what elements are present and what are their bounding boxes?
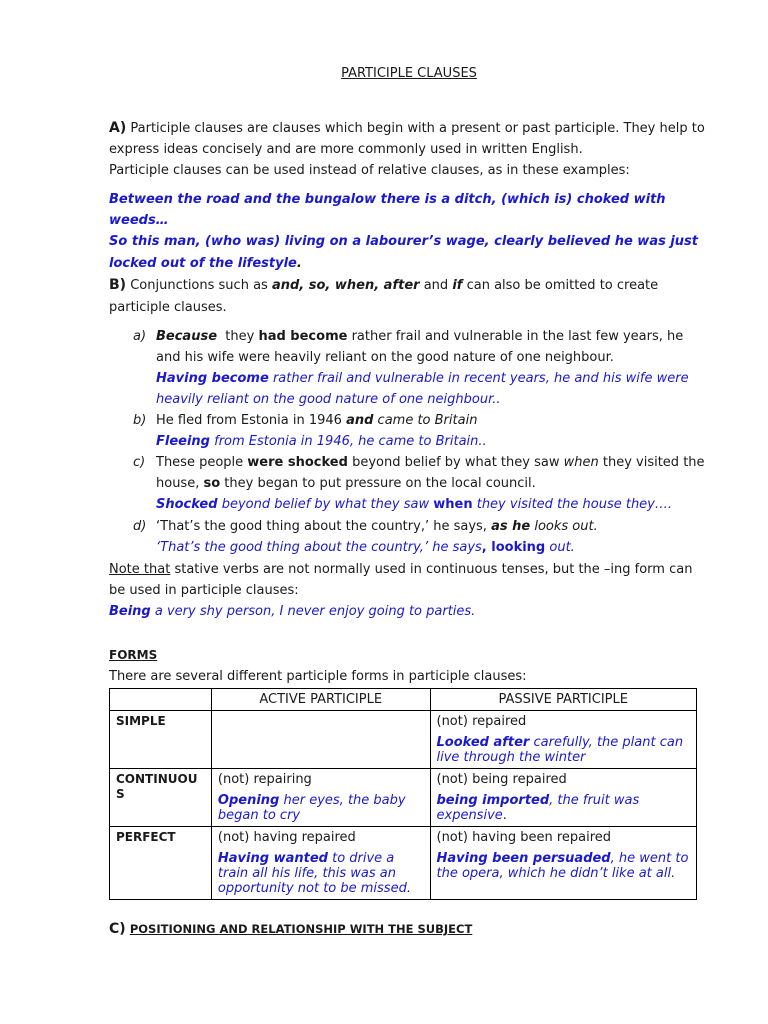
text-segment: ‘That’s the good thing about the country,’ he says,	[156, 519, 487, 534]
section-a-text-1: Participle clauses are clauses which begin with a present or past participle. They help to	[130, 121, 705, 136]
participle-having-become: Having become	[156, 371, 269, 386]
table-row-continuous	[110, 769, 697, 827]
example-rest: carefully, the plant can live through the winter	[436, 735, 684, 765]
example-2-text: locked out of the lifestyle	[109, 256, 297, 271]
form-example	[218, 851, 424, 896]
form-text: (not) having been repaired	[436, 830, 612, 845]
text-segment: ‘That’s the good thing about the country,’ he says	[156, 540, 482, 555]
form-example	[437, 735, 691, 765]
list-item-a	[133, 326, 709, 410]
table-header-passive: PASSIVE PARTICIPLE	[430, 689, 697, 711]
row-label: CONTINUOUS	[110, 769, 212, 827]
note-example	[109, 601, 709, 622]
forms-intro: There are several different participle forms in participle clauses:	[109, 669, 527, 684]
list-marker: b)	[133, 413, 147, 428]
form-example	[437, 793, 691, 823]
example-rest: to drive a train all his life, this was an opportunity not to be missed.	[217, 851, 411, 896]
section-b-intro-2: can also be omitted to create	[466, 278, 659, 293]
text-segment: These people	[156, 455, 244, 470]
form-text: (not) having repaired	[217, 830, 356, 845]
cell-passive	[430, 711, 697, 769]
note-line-1	[109, 559, 709, 580]
table-header-empty	[110, 689, 212, 711]
form-text: (not) repaired	[436, 714, 527, 729]
section-b-line-2: participle clauses.	[109, 300, 227, 315]
row-label: SIMPLE	[110, 711, 212, 769]
example-rest: , the fruit was expensive	[436, 793, 640, 823]
participle-shocked: Shocked	[156, 497, 218, 512]
table-header-active: ACTIVE PARTICIPLE	[211, 689, 430, 711]
cell-active	[211, 827, 430, 900]
participle-fleeing: Fleeing	[156, 434, 210, 449]
cell-active	[211, 769, 430, 827]
example-2-period: .	[296, 256, 302, 271]
list-item-b-example	[156, 431, 709, 452]
cell-passive	[430, 769, 697, 827]
example-period: .	[502, 808, 507, 823]
list-item-b	[133, 410, 709, 452]
row-label: PERFECT	[110, 827, 212, 900]
list-marker: a)	[133, 329, 147, 344]
list-item-c-line-2	[156, 473, 709, 494]
participle-forms-table	[109, 688, 697, 900]
text-segment: came to Britain	[377, 413, 478, 428]
conjunction-when: when	[433, 497, 473, 512]
list-item-a-line-1	[156, 326, 709, 347]
note-label: Note that	[109, 562, 171, 577]
note-line-2: be used in participle clauses:	[109, 583, 299, 598]
form-text: (not) repairing	[217, 772, 312, 787]
section-b-line-1	[109, 275, 709, 296]
text-segment: they visited the house they….	[476, 497, 673, 512]
section-c-heading: POSITIONING AND RELATIONSHIP WITH THE SUBJECT	[129, 922, 473, 936]
text-segment: out.	[549, 540, 575, 555]
section-b-intro-1: Conjunctions such as	[130, 278, 268, 293]
text-segment: looks out.	[534, 519, 598, 534]
section-c-line	[109, 919, 709, 940]
list-item-a-example-1	[156, 368, 709, 389]
text-segment: from Estonia in 1946, he came to Britain..	[214, 434, 487, 449]
forms-heading: FORMS	[109, 648, 158, 662]
list-item-c-line-1	[156, 452, 709, 473]
page-title: PARTICIPLE CLAUSES	[341, 66, 477, 81]
table-row-perfect	[110, 827, 697, 900]
list-item-a-line-2: and his wife were heavily reliant on the good nature of one neighbour.	[156, 350, 614, 365]
section-a-line-2: express ideas concisely and are more commonly used in written English.	[109, 142, 583, 157]
example-participle: being imported	[436, 793, 550, 808]
list-item-c	[133, 452, 709, 515]
example-2-line-1: So this man, (who was) living on a labourer’s wage, clearly believed he was just	[109, 234, 699, 249]
verb-had-become: had become	[258, 329, 348, 344]
form-text: (not) being repaired	[436, 772, 567, 787]
table-row-simple	[110, 711, 697, 769]
verb-were-shocked: were shocked	[247, 455, 348, 470]
example-participle: Having wanted	[217, 851, 328, 866]
list-item-a-example-2: heavily reliant on the good nature of one neighbour..	[156, 392, 501, 407]
cell-active	[211, 711, 430, 769]
note-text-1: stative verbs are not normally used in continuous tenses, but the –ing form can	[174, 562, 693, 577]
conjunction-because: Because	[156, 329, 218, 344]
example-participle: Opening	[217, 793, 280, 808]
conjunction-as-he: as he	[491, 519, 531, 534]
text-segment: they visited the	[602, 455, 705, 470]
list-item-d	[133, 516, 709, 558]
participle-looking: , looking	[481, 540, 546, 555]
conjunction-when: when	[563, 455, 599, 470]
list-item-d-example	[156, 537, 709, 558]
conjunction-so: so	[203, 476, 221, 491]
text-segment: they	[225, 329, 255, 344]
note-example-text: a very shy person, I never enjoy going to parties.	[154, 604, 476, 619]
example-participle: Looked after	[436, 735, 530, 750]
section-b-if: if	[452, 278, 463, 293]
list-marker: d)	[133, 519, 147, 534]
example-1-line-2: weeds…	[109, 213, 169, 228]
example-rest: her eyes, the baby began to cry	[217, 793, 406, 823]
section-b-letter: B)	[109, 277, 127, 293]
example-1-line-1: Between the road and the bungalow there is a ditch, (which is) choked with	[109, 192, 666, 207]
cell-passive	[430, 827, 697, 900]
list-marker: c)	[133, 455, 146, 470]
form-example	[437, 851, 691, 881]
list-item-d-line-1	[156, 516, 709, 537]
list-item-b-line-1	[156, 410, 709, 431]
text-segment: He fled from Estonia in 1946	[156, 413, 342, 428]
text-segment: beyond belief by what they saw	[221, 497, 430, 512]
text-segment: they began to put pressure on the local council.	[224, 476, 536, 491]
example-2-line-2	[109, 253, 709, 274]
list-item-c-example	[156, 494, 709, 515]
section-c-letter: C)	[109, 921, 126, 937]
section-a-letter: A)	[109, 120, 127, 136]
example-participle: Having been persuaded	[436, 851, 611, 866]
example-rest: , he went to the opera, which he didn’t like at all.	[436, 851, 689, 881]
section-a-line-3: Participle clauses can be used instead of relative clauses, as in these examples:	[109, 163, 630, 178]
section-b-conjunctions: and, so, when, after	[271, 278, 420, 293]
participle-being: Being	[109, 604, 151, 619]
table-header-row	[110, 689, 697, 711]
section-a-line-1	[109, 118, 709, 139]
text-segment: rather frail and vulnerable in recent years, he and his wife were	[272, 371, 689, 386]
form-example	[218, 793, 424, 823]
section-b-and: and	[423, 278, 449, 293]
text-segment: rather frail and vulnerable in the last few years, he	[351, 329, 684, 344]
text-segment: beyond belief by what they saw	[352, 455, 560, 470]
conjunction-and: and	[346, 413, 374, 428]
text-segment: house,	[156, 476, 200, 491]
